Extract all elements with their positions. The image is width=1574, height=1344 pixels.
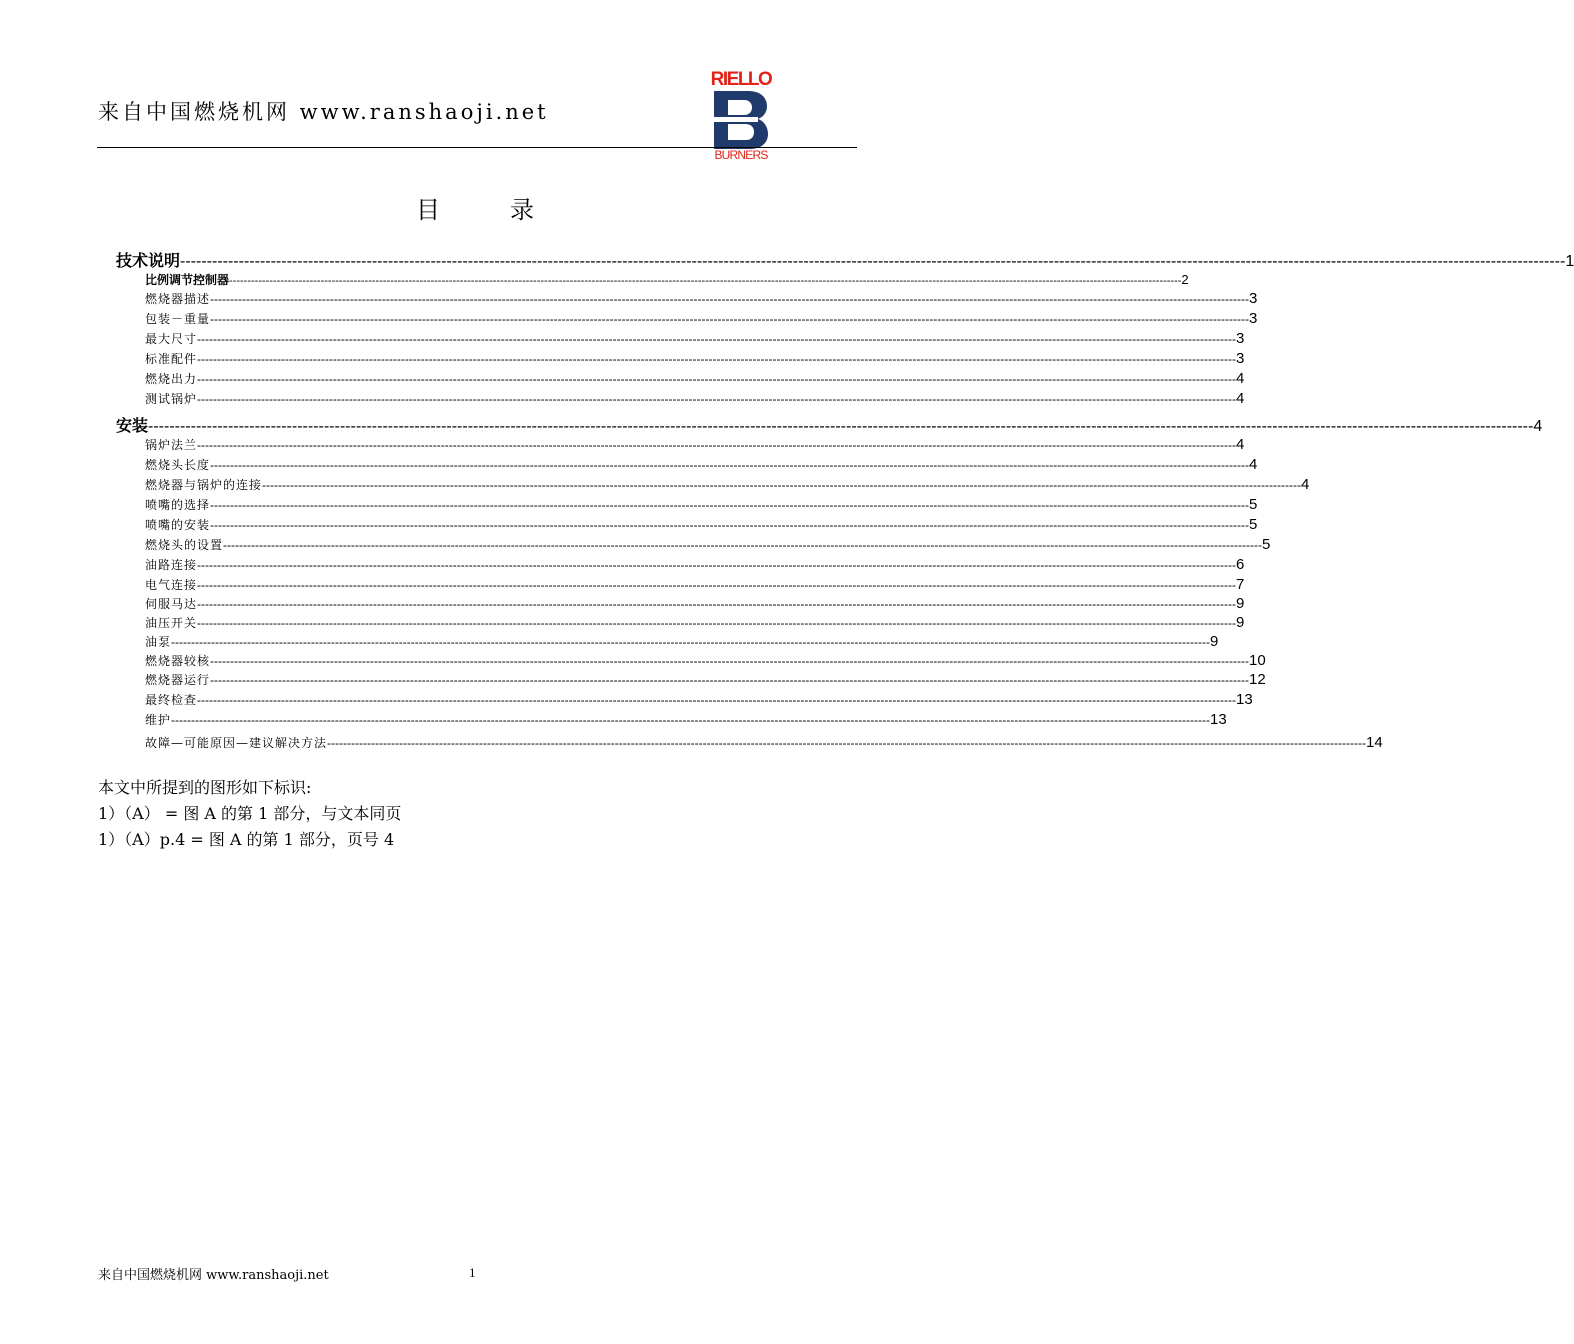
riello-burners-logo [708,68,774,164]
toc-entry-page: 9 [1210,633,1219,650]
toc-entry[interactable] [145,576,1245,593]
toc-entry-page: 4 [1249,456,1258,473]
toc-entry-page: 13 [1210,711,1227,728]
toc-leader-dashes: -------------------------------------------------------------------------------------------------------------------------------------------------------------------------------------------------------------------------------------------------------------------- [210,673,1249,687]
toc-entry-page: 12 [1249,671,1266,688]
toc-entry-label: 燃烧器较核 [145,654,211,668]
toc-entry[interactable] [145,633,1219,650]
toc-entry-page: 9 [1236,595,1245,612]
toc-entry-label: 喷嘴的安装 [145,518,211,532]
toc-entry[interactable] [145,310,1258,327]
toc-entry-label: 燃烧器与锅炉的连接 [145,478,263,492]
toc-leader-dashes: -------------------------------------------------------------------------------------------------------------------------------------------------------------------------------------------------------------------------------------------------------------------- [197,693,1236,707]
toc-leader-dashes: -------------------------------------------------------------------------------------------------------------------------------------------------------------------------------------------------------------------------------------------------------------------- [210,458,1249,472]
toc-entry[interactable] [145,436,1245,453]
toc-leader-dashes: -------------------------------------------------------------------------------------------------------------------------------------------------------------------------------------------------------------------------------------------------------------------- [197,352,1236,366]
toc-entry[interactable] [145,734,1383,751]
toc-entry-label: 最大尺寸 [145,332,198,346]
toc-entry-page: 4 [1236,390,1245,407]
toc-entry[interactable] [145,671,1266,688]
toc-entry-label: 油压开关 [145,616,198,630]
toc-entry[interactable] [145,614,1245,631]
toc-entry-page: 4 [1236,436,1245,453]
toc-entry-page: 3 [1249,310,1258,327]
toc-leader-dashes: -------------------------------------------------------------------------------------------------------------------------------------------------------------------------------------------------------------------------------------------------------------------- [210,498,1249,512]
toc-entry-label: 燃烧头的设置 [145,538,224,552]
toc-entry-page: 7 [1236,576,1245,593]
figure-note-line-1: 1）（A） = 图 A 的第 1 部分，与文本同页 [98,804,402,823]
toc-entry-page: 1 [1565,253,1574,270]
footer-text: 来自中国燃烧机网 www.ranshaoji.net [98,1268,329,1283]
toc-entry-page: 9 [1236,614,1245,631]
toc-entry[interactable] [145,536,1271,553]
toc-entry-page: 13 [1236,691,1253,708]
toc-entry[interactable] [145,691,1253,708]
toc-entry-label: 标准配件 [145,352,198,366]
toc-entry-page: 5 [1249,516,1258,533]
toc-entry-label: 安装 [116,416,149,435]
toc-entry-label: 燃烧出力 [145,372,198,386]
toc-entry-label: 伺服马达 [145,597,198,611]
toc-section-entry[interactable] [116,248,1574,271]
toc-entry-label: 锅炉法兰 [145,438,198,452]
toc-entry-page: 3 [1236,350,1245,367]
toc-leader-dashes: -------------------------------------------------------------------------------------------------------------------------------------------------------------------------------------------------------------------------------------------------------------------- [171,713,1210,727]
logo-riello-text: RIELLO [710,69,772,90]
toc-entry[interactable] [145,595,1245,612]
toc-entry-page: 4 [1533,418,1543,435]
toc-leader-dashes: -------------------------------------------------------------------------------------------------------------------------------------------------------------------------------------------------------------------------------------------------------------------- [148,418,1534,435]
toc-leader-dashes: -------------------------------------------------------------------------------------------------------------------------------------------------------------------------------------------------------------------------------------------------------------------- [262,478,1301,492]
header-title: 来自中国燃烧机网 www.ranshaoji.net [98,100,549,124]
toc-entry-page: 10 [1249,652,1266,669]
toc-entry-label: 维护 [145,713,172,727]
toc-entry-label: 燃烧器描述 [145,292,211,306]
toc-entry-page: 3 [1249,290,1258,307]
figure-note-line-2: 1）（A）p.4 = 图 A 的第 1 部分，页号 4 [98,830,395,849]
toc-leader-dashes: -------------------------------------------------------------------------------------------------------------------------------------------------------------------------------------------------------------------------------------------------------------------- [210,312,1249,326]
toc-section-entry[interactable] [116,413,1543,436]
toc-leader-dashes: -------------------------------------------------------------------------------------------------------------------------------------------------------------------------------------------------------------------------------------------------------------------- [210,292,1249,306]
toc-entry[interactable] [145,496,1258,513]
toc-leader-dashes: -------------------------------------------------------------------------------------------------------------------------------------------------------------------------------------------------------------------------------------------------------------------- [197,597,1236,611]
document-title-right: 录 [510,196,534,224]
toc-leader-dashes: -------------------------------------------------------------------------------------------------------------------------------------------------------------------------------------------------------------------------------------------------------------------- [197,332,1236,346]
toc-entry-page: 4 [1301,476,1310,493]
toc-entry-label: 最终检查 [145,693,198,707]
toc-entry-page: 14 [1366,734,1383,751]
toc-leader-dashes: -------------------------------------------------------------------------------------------------------------------------------------------------------------------------------------------------------------------------------------------------------------------- [197,616,1236,630]
toc-entry-page: 6 [1236,556,1245,573]
toc-entry-label: 燃烧头长度 [145,458,211,472]
toc-entry-page: 2 [1181,272,1189,287]
toc-leader-dashes: -------------------------------------------------------------------------------------------------------------------------------------------------------------------------------------------------------------------------------------------------------------------- [171,635,1210,649]
toc-entry[interactable] [145,390,1245,407]
toc-entry-label: 测试锅炉 [145,392,198,406]
toc-entry-label: 故障—可能原因—建议解决方法 [145,736,328,750]
toc-entry-label: 油泵 [145,635,172,649]
toc-entry[interactable] [145,290,1258,307]
toc-leader-dashes: -------------------------------------------------------------------------------------------------------------------------------------------------------------------------------------------------------------------------------------------------------------------- [197,372,1236,386]
logo-burners-text: BURNERS [714,148,768,162]
toc-leader-dashes: -------------------------------------------------------------------------------------------------------------------------------------------------------------------------------------------------------------------------------------------------------------------- [180,253,1566,270]
toc-entry-label: 技术说明 [116,251,181,270]
toc-leader-dashes: -------------------------------------------------------------------------------------------------------------------------------------------------------------------------------------------------------------------------------------------------------------------- [327,736,1366,750]
toc-entry-page: 5 [1262,536,1271,553]
toc-leader-dashes: -------------------------------------------------------------------------------------------------------------------------------------------------------------------------------------------------------------------------------------------------------------------- [210,654,1249,668]
header-divider [97,147,857,148]
toc-entry[interactable] [145,556,1245,573]
toc-leader-dashes: -------------------------------------------------------------------------------------------------------------------------------------------------------------------------------------------------------------------------------------------------------------------- [229,275,1182,287]
toc-entry[interactable] [145,330,1245,347]
toc-leader-dashes: -------------------------------------------------------------------------------------------------------------------------------------------------------------------------------------------------------------------------------------------------------------------- [197,438,1236,452]
toc-entry[interactable] [145,516,1258,533]
toc-leader-dashes: -------------------------------------------------------------------------------------------------------------------------------------------------------------------------------------------------------------------------------------------------------------------- [197,392,1236,406]
toc-entry[interactable] [145,476,1310,493]
toc-entry[interactable] [145,456,1258,473]
toc-entry-label: 电气连接 [145,578,198,592]
toc-leader-dashes: -------------------------------------------------------------------------------------------------------------------------------------------------------------------------------------------------------------------------------------------------------------------- [210,518,1249,532]
logo-b-mark [714,91,768,149]
footer-page-number: 1 [469,1265,476,1280]
toc-entry[interactable] [145,370,1245,387]
toc-entry[interactable] [145,652,1266,669]
toc-entry-page: 3 [1236,330,1245,347]
toc-entry[interactable] [145,711,1227,728]
document-title [0,190,950,225]
toc-entry-label: 燃烧器运行 [145,673,211,687]
toc-entry-label: 油路连接 [145,558,198,572]
toc-entry-page: 5 [1249,496,1258,513]
toc-leader-dashes: -------------------------------------------------------------------------------------------------------------------------------------------------------------------------------------------------------------------------------------------------------------------- [197,578,1236,592]
toc-entry[interactable] [145,271,1189,288]
toc-entry[interactable] [145,350,1245,367]
figure-note-intro: 本文中所提到的图形如下标识: [98,778,312,797]
toc-leader-dashes: -------------------------------------------------------------------------------------------------------------------------------------------------------------------------------------------------------------------------------------------------------------------- [197,558,1236,572]
document-title-left: 目 [416,196,440,224]
toc-entry-label: 包装－重量 [145,312,211,326]
toc-entry-page: 4 [1236,370,1245,387]
toc-entry-label: 喷嘴的选择 [145,498,211,512]
toc-entry-label: 比例调节控制器 [145,273,230,287]
toc-leader-dashes: -------------------------------------------------------------------------------------------------------------------------------------------------------------------------------------------------------------------------------------------------------------------- [223,538,1262,552]
